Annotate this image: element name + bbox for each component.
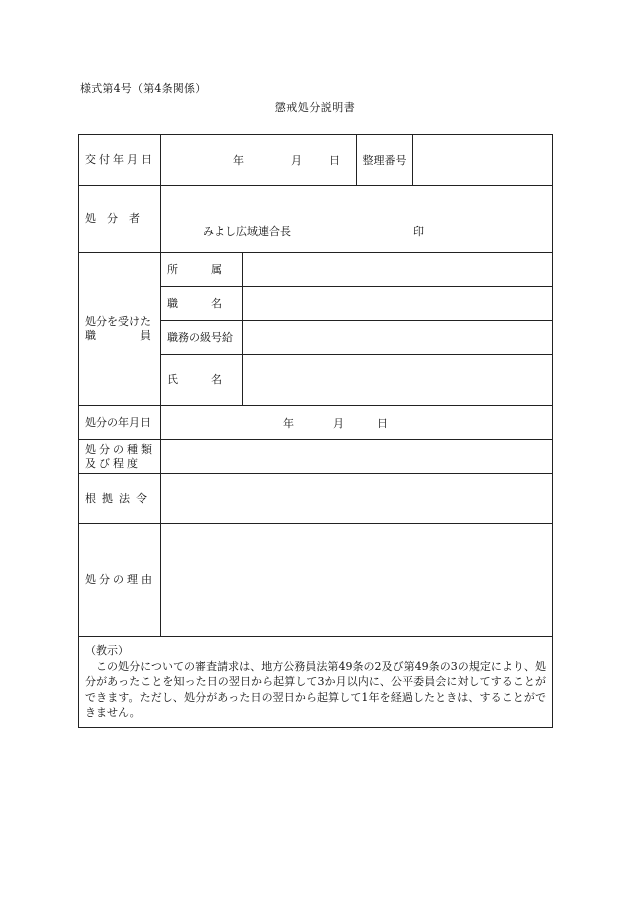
full-name-label: 氏 名 [161, 355, 243, 406]
reason-field[interactable] [161, 524, 553, 637]
document-title: 懲戒処分説明書 [274, 101, 356, 114]
reference-number-field[interactable] [413, 135, 553, 186]
notice-row [79, 637, 553, 728]
seal-mark: 印 [413, 224, 424, 238]
disposition-year-unit: 年 [283, 416, 294, 430]
kind-field[interactable] [161, 440, 553, 474]
legal-basis-row [79, 474, 553, 524]
issue-month-unit: 月 [291, 154, 302, 167]
disposition-date-field[interactable] [161, 406, 553, 440]
issuer-row [79, 186, 553, 253]
issue-day-unit: 日 [329, 154, 340, 167]
disposition-date-label: 処分の年月日 [79, 406, 161, 440]
recipient-group-label: 処分を受けた 職 員 [79, 253, 161, 406]
grade-label: 職務の級号給 [161, 321, 243, 355]
affiliation-label: 所 属 [161, 253, 243, 287]
issue-date-field[interactable] [161, 135, 357, 186]
job-title-field[interactable] [243, 287, 553, 321]
issue-date-label: 交付年月日 [79, 135, 161, 186]
kind-label: 処分の種類 及び程度 [79, 440, 161, 474]
legal-basis-label: 根拠法令 [79, 474, 161, 524]
issuer-field [161, 186, 553, 253]
job-title-label: 職 名 [161, 287, 243, 321]
reason-label: 処分の理由 [79, 524, 161, 637]
issuer-name: みよし広域連合長 [203, 224, 291, 238]
legal-basis-field[interactable] [161, 474, 553, 524]
recipient-row-affiliation [79, 253, 553, 287]
disposition-day-unit: 日 [377, 416, 388, 430]
disposition-date-row [79, 406, 553, 440]
form-number: 様式第4号（第4条関係） [80, 82, 207, 95]
reference-number-label: 整理番号 [357, 135, 413, 186]
notice-cell [79, 637, 553, 728]
issue-date-row [79, 135, 553, 186]
reason-row [79, 524, 553, 637]
grade-field[interactable] [243, 321, 553, 355]
notice-body: この処分についての審査請求は、地方公務員法第49条の2及び第49条の3の規定により、処分があったことを知った日の翌日から起算して3か月以内に、公平委員会に対してすることができます。ただし、処分があった日の翌日から起算して1年を経過したときは、することができません。 [85, 659, 546, 719]
disposition-month-unit: 月 [333, 416, 344, 430]
issue-year-unit: 年 [233, 154, 244, 167]
issuer-label: 処 分 者 [79, 186, 161, 253]
full-name-field[interactable] [243, 355, 553, 406]
affiliation-field[interactable] [243, 253, 553, 287]
kind-row [79, 440, 553, 474]
disciplinary-form-table [78, 134, 553, 728]
notice-heading: （教示） [85, 644, 129, 657]
